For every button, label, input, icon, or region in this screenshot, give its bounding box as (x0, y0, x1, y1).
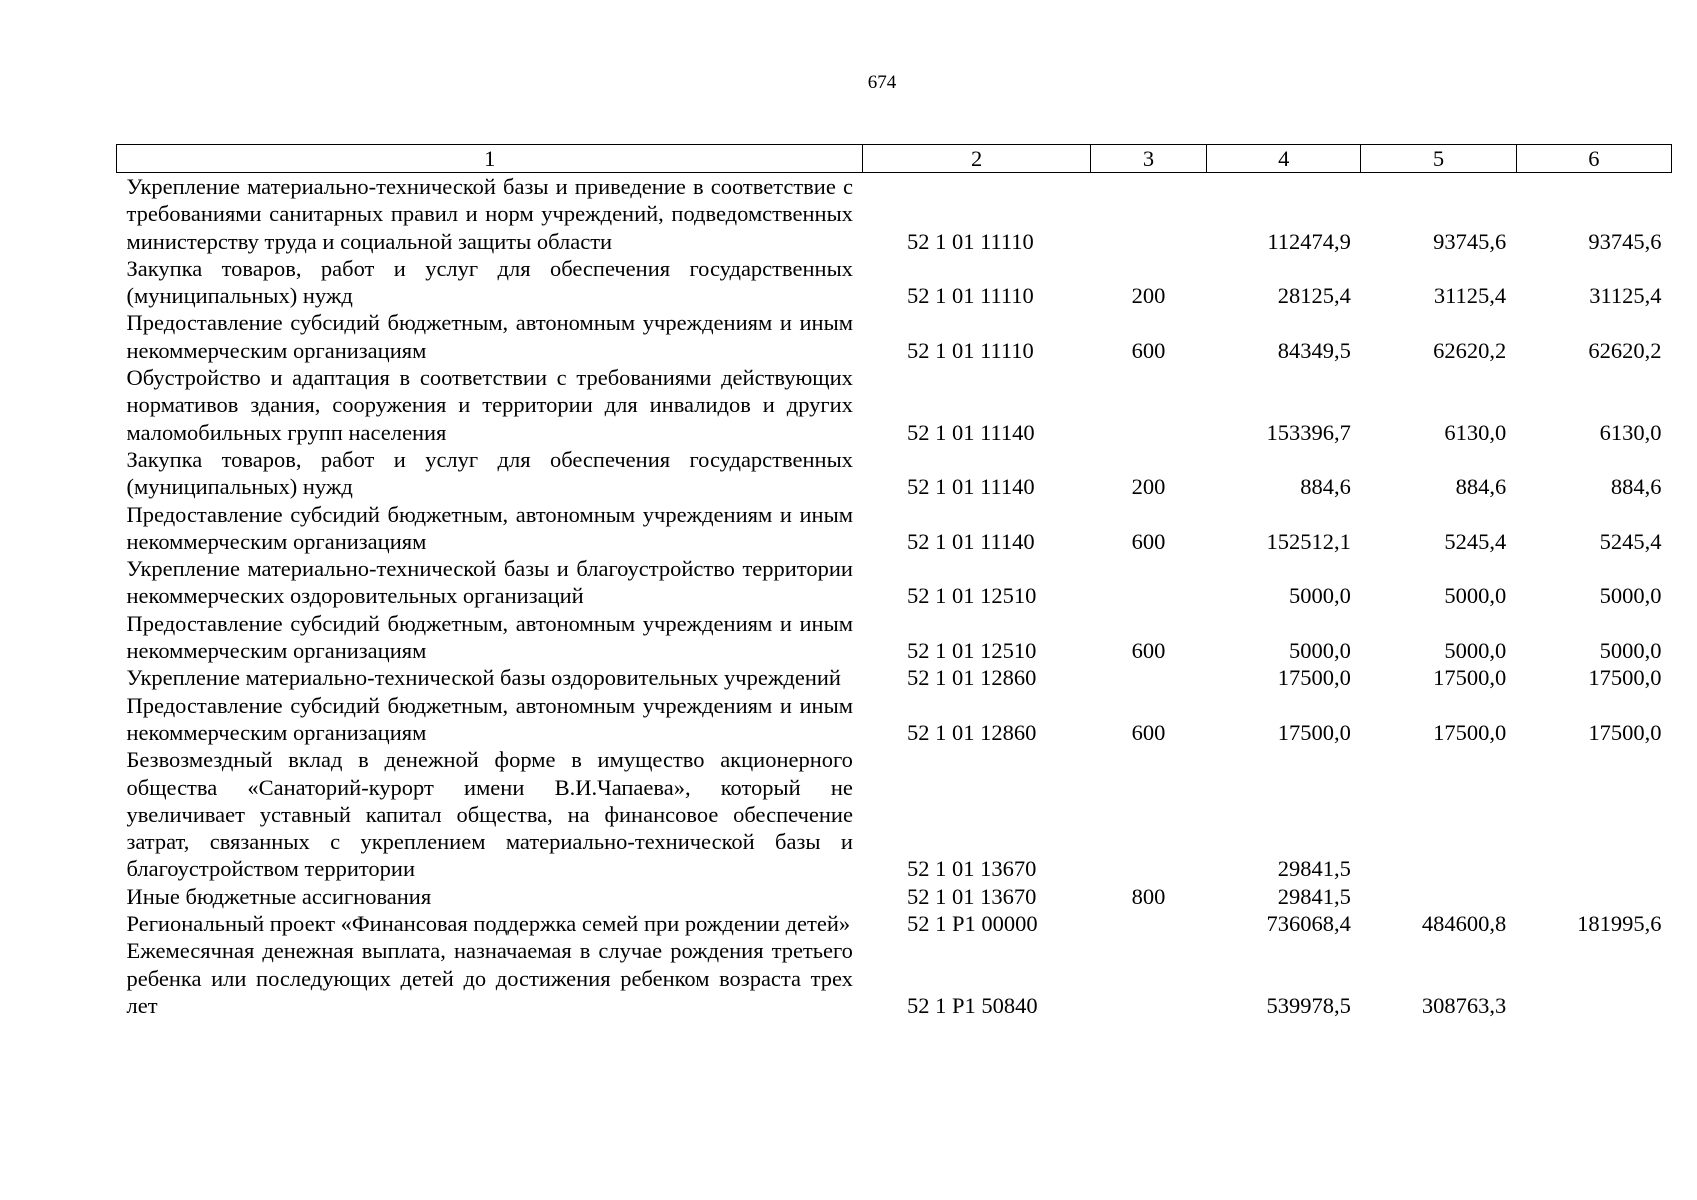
row-amount-col-6: 181995,6 (1577, 911, 1662, 937)
row-description: Безвозмездный вклад в денежной форме в имущество акционерного общества «Санаторий-курорт имени В.И.Чапаева», который не увеличивает уставный капитал общества, на финансовое обеспечение затрат, связанных с укреплением материально-технической базы и благоустройством территории (126, 747, 853, 882)
row-amount-col-6: 62620,2 (1588, 337, 1662, 363)
row-amount-col-5 (1361, 883, 1516, 910)
row-amount-col-6: 93745,6 (1588, 228, 1662, 254)
table-header (117, 145, 1672, 173)
row-expense-type (1090, 746, 1206, 882)
row-expense-type (1090, 937, 1206, 1019)
row-expense-type (1090, 910, 1206, 937)
row-amount-col-6 (1516, 937, 1671, 1019)
row-expense-type (1090, 555, 1206, 610)
row-target-code: 52 1 01 11140 (906, 419, 1035, 445)
row-amount-col-6 (1516, 746, 1671, 882)
row-amount-col-4: 736068,4 (1266, 911, 1351, 937)
row-target-code: 52 1 01 12860 (906, 665, 1037, 691)
table-row (117, 501, 1672, 556)
row-expense-type (1090, 173, 1206, 255)
row-description: Предоставление субсидий бюджетным, автономным учреждениям и иным некоммерческим организациям (126, 610, 853, 664)
row-expense-type: 600 (1131, 528, 1166, 554)
row-expense-type: 200 (1131, 474, 1166, 500)
row-amount-col-5: 308763,3 (1421, 992, 1507, 1018)
page-number: 674 (867, 72, 897, 93)
table-row (117, 910, 1672, 937)
row-expense-type (1090, 664, 1206, 691)
row-amount-col-4: 29841,5 (1277, 856, 1351, 882)
row-description: Региональный проект «Финансовая поддержка семей при рождении детей» (126, 911, 851, 937)
table-row (117, 173, 1672, 255)
table-row (117, 937, 1672, 1019)
header-col-3: 3 (1090, 145, 1206, 173)
row-amount-col-5: 17500,0 (1433, 665, 1507, 691)
row-description: Укрепление материально-технической базы оздоровительных учреждений (126, 665, 841, 691)
table-body (117, 173, 1672, 1020)
row-target-code: 52 1 01 11140 (906, 474, 1035, 500)
table-row (117, 692, 1672, 747)
row-amount-col-4: 5000,0 (1289, 638, 1351, 664)
table-row (117, 364, 1672, 446)
header-col-1: 1 (117, 145, 863, 173)
header-col-6: 6 (1516, 145, 1671, 173)
row-amount-col-6: 17500,0 (1588, 719, 1662, 745)
row-amount-col-4: 28125,4 (1277, 283, 1351, 309)
budget-table (116, 144, 1672, 1019)
header-row (117, 145, 1672, 173)
row-amount-col-6: 17500,0 (1588, 665, 1662, 691)
header-col-5: 5 (1361, 145, 1516, 173)
row-amount-col-5 (1361, 746, 1516, 882)
row-amount-col-5: 5000,0 (1444, 638, 1507, 664)
row-amount-col-5: 17500,0 (1433, 719, 1507, 745)
row-amount-col-4: 17500,0 (1277, 719, 1351, 745)
header-col-2: 2 (863, 145, 1090, 173)
row-target-code: 52 1 01 11110 (906, 228, 1034, 254)
row-expense-type (1090, 364, 1206, 446)
header-col-4: 4 (1207, 145, 1361, 173)
row-amount-col-6: 31125,4 (1589, 283, 1662, 309)
row-target-code: 52 1 01 11110 (906, 283, 1034, 309)
row-amount-col-4: 17500,0 (1277, 665, 1351, 691)
row-description: Предоставление субсидий бюджетным, автономным учреждениям и иным некоммерческим организациям (126, 692, 853, 745)
row-description: Иные бюджетные ассигнования (126, 883, 432, 909)
row-amount-col-5: 93745,6 (1433, 228, 1507, 254)
table-row (117, 255, 1672, 310)
table-row (117, 309, 1672, 364)
row-amount-col-4: 539978,5 (1266, 992, 1351, 1018)
row-expense-type: 600 (1131, 337, 1166, 363)
row-amount-col-4: 153396,7 (1266, 419, 1351, 445)
row-amount-col-5: 484600,8 (1421, 911, 1507, 937)
row-amount-col-6 (1516, 883, 1671, 910)
row-amount-col-4: 152512,1 (1266, 528, 1351, 554)
row-description: Обустройство и адаптация в соответствии с требованиями действующих нормативов здания, сооружения и территории для инвалидов и других маломобильных групп населения (126, 365, 853, 445)
row-target-code: 52 1 P1 00000 (906, 911, 1038, 937)
row-amount-col-4: 5000,0 (1289, 583, 1351, 609)
row-amount-col-6: 5245,4 (1599, 528, 1662, 554)
row-target-code: 52 1 01 13670 (906, 883, 1037, 909)
row-target-code: 52 1 01 13670 (906, 856, 1037, 882)
row-expense-type: 600 (1131, 638, 1166, 664)
row-target-code: 52 1 01 12510 (906, 638, 1037, 664)
row-description: Укрепление материально-технической базы и благоустройство территории некоммерческих оздоровительных организаций (126, 556, 853, 609)
row-description: Закупка товаров, работ и услуг для обеспечения государственных (муниципальных) нужд (126, 446, 853, 500)
row-description: Предоставление субсидий бюджетным, автономным учреждениям и иным некоммерческим организациям (126, 310, 853, 363)
table-row (117, 555, 1672, 610)
table-row (117, 446, 1672, 501)
row-target-code: 52 1 01 11140 (906, 528, 1035, 554)
row-target-code: 52 1 01 11110 (906, 337, 1034, 363)
table-row (117, 883, 1672, 910)
row-amount-col-6: 6130,0 (1599, 419, 1662, 445)
row-amount-col-5: 6130,0 (1444, 419, 1507, 445)
table-row (117, 610, 1672, 665)
row-amount-col-6: 5000,0 (1599, 638, 1662, 664)
row-target-code: 52 1 01 12510 (906, 583, 1037, 609)
row-amount-col-4: 29841,5 (1277, 883, 1351, 909)
row-amount-col-5: 62620,2 (1433, 337, 1507, 363)
row-description: Закупка товаров, работ и услуг для обеспечения государственных (муниципальных) нужд (126, 255, 853, 309)
row-target-code: 52 1 P1 50840 (906, 992, 1038, 1018)
row-amount-col-5: 5245,4 (1444, 528, 1507, 554)
row-description: Предоставление субсидий бюджетным, автономным учреждениям и иным некоммерческим организациям (126, 501, 853, 554)
row-amount-col-5: 884,6 (1455, 474, 1507, 500)
row-target-code: 52 1 01 12860 (906, 719, 1037, 745)
row-amount-col-4: 84349,5 (1277, 337, 1351, 363)
row-expense-type: 800 (1131, 883, 1166, 909)
row-amount-col-6: 884,6 (1610, 474, 1662, 500)
row-description: Укрепление материально-технической базы и приведение в соответствие с требованиями санитарных правил и норм учреждений, подведомственных министерству труда и социальной защиты области (126, 174, 853, 254)
row-expense-type: 600 (1131, 719, 1166, 745)
row-amount-col-5: 31125,4 (1433, 283, 1507, 309)
table-row (117, 746, 1672, 882)
row-amount-col-4: 884,6 (1300, 474, 1351, 500)
row-description: Ежемесячная денежная выплата, назначаемая в случае рождения третьего ребенка или последующих детей до достижения ребенком возраста трех лет (126, 938, 853, 1018)
row-amount-col-4: 112474,9 (1267, 228, 1351, 254)
row-amount-col-5: 5000,0 (1444, 583, 1507, 609)
row-expense-type: 200 (1131, 283, 1166, 309)
row-amount-col-6: 5000,0 (1599, 583, 1662, 609)
table-row (117, 664, 1672, 691)
